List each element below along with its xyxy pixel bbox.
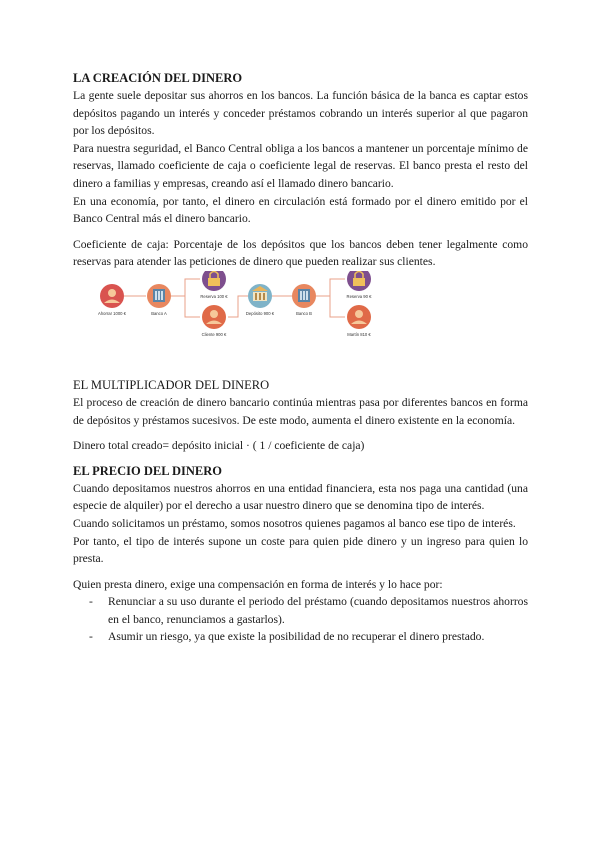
paragraph-tipo-interes: Cuando depositamos nuestros ahorros en una entidad financiera, esta nos paga una cantidad (una especie de alquiler) por el derecho a usar nuestro dinero que se denomina tipo de interés. — [73, 481, 528, 513]
section-title-multiplicador: EL MULTIPLICADOR DEL DINERO — [73, 377, 270, 392]
paragraph-dinero-circulacion: En una economía, por tanto, el dinero en circulación está formado por el dinero emitido por el Banco Central más el dinero bancario. — [73, 194, 528, 226]
connector-bank-b-loan — [330, 296, 345, 317]
paragraph-funcion-banca: La gente suele depositar sus ahorros en los bancos. La función básica de la banca es captar estos depósitos pagando un interés y conceder préstamos cobrando un interés superior al que pagaron por los depósitos. — [73, 89, 528, 138]
connector-bank-a-loan — [185, 296, 200, 317]
label-loan-a: Cliente 900 € — [201, 331, 227, 337]
paragraph-coste-ingreso: Por tanto, el tipo de interés supone un coste para quien pide dinero y un ingreso para quien lo presta. — [73, 534, 528, 566]
section-title-precio: EL PRECIO DEL DINERO — [73, 463, 222, 478]
section-title-creacion: LA CREACIÓN DEL DINERO — [73, 71, 243, 85]
paragraph-compensacion: Quien presta dinero, exige una compensación en forma de interés y lo hace por: — [73, 577, 443, 591]
label-bank-b: Banco B — [296, 310, 312, 316]
person-icon — [100, 284, 124, 308]
label-client: Ahorrar 1000 € — [98, 310, 126, 316]
document-page — [73, 70, 528, 646]
money-creation-diagram — [73, 271, 528, 371]
label-bank-a: Banco A — [151, 310, 167, 316]
person-icon — [202, 305, 226, 329]
compensation-list — [73, 593, 528, 646]
lock-icon — [202, 271, 226, 291]
connector-bank-a-reserve — [171, 279, 200, 296]
paragraph-prestamo: Cuando solicitamos un préstamo, somos nosotros quienes pagamos al banco ese tipo de interés. — [73, 516, 516, 530]
lock-icon — [347, 271, 371, 291]
label-reserve-a: Reserva 100 € — [200, 293, 228, 299]
bank-icon — [147, 284, 171, 308]
paragraph-coeficiente-caja: Coeficiente de caja: Porcentaje de los depósitos que los bancos deben tener legalmente como reservas para atender las peticiones de dinero que pueden realizar sus clientes. — [73, 237, 528, 269]
bullet-dash: - — [89, 595, 93, 609]
label-loan-b: Martín 810 € — [347, 331, 371, 337]
list-item — [73, 593, 528, 628]
connector-bank-b-reserve — [316, 279, 345, 296]
bullet-dash: - — [89, 630, 93, 644]
list-item-text: Renunciar a su uso durante el periodo del préstamo (cuando depositamos nuestros ahorros en el banco, renunciamos a gastarlos). — [108, 595, 528, 626]
diagram-svg — [73, 271, 528, 371]
list-item-text: Asumir un riesgo, ya que existe la posibilidad de no recuperar el dinero prestado. — [108, 630, 485, 644]
list-item — [73, 628, 528, 646]
person-icon — [347, 305, 371, 329]
bank-icon — [292, 284, 316, 308]
bank-icon — [248, 284, 272, 308]
label-deposit-b: Depósito 900 € — [245, 310, 275, 316]
label-reserve-b: Reserva 90 € — [346, 293, 372, 299]
paragraph-reservas: Para nuestra seguridad, el Banco Central obliga a los bancos a mantener un porcentaje mínimo de reservas, llamado coeficiente de caja o coeficiente legal de reservas. El banco presta el resto del dinero a familias y empresas, creando así el llamado dinero bancario. — [73, 141, 528, 190]
formula-dinero-total: Dinero total creado= depósito inicial · ( 1 / coeficiente de caja) — [73, 439, 365, 453]
paragraph-proceso-creacion: El proceso de creación de dinero bancario continúa mientras pasa por diferentes bancos en forma de depósitos y préstamos sucesivos. De este modo, aumenta el dinero existente en la economía. — [73, 395, 528, 427]
